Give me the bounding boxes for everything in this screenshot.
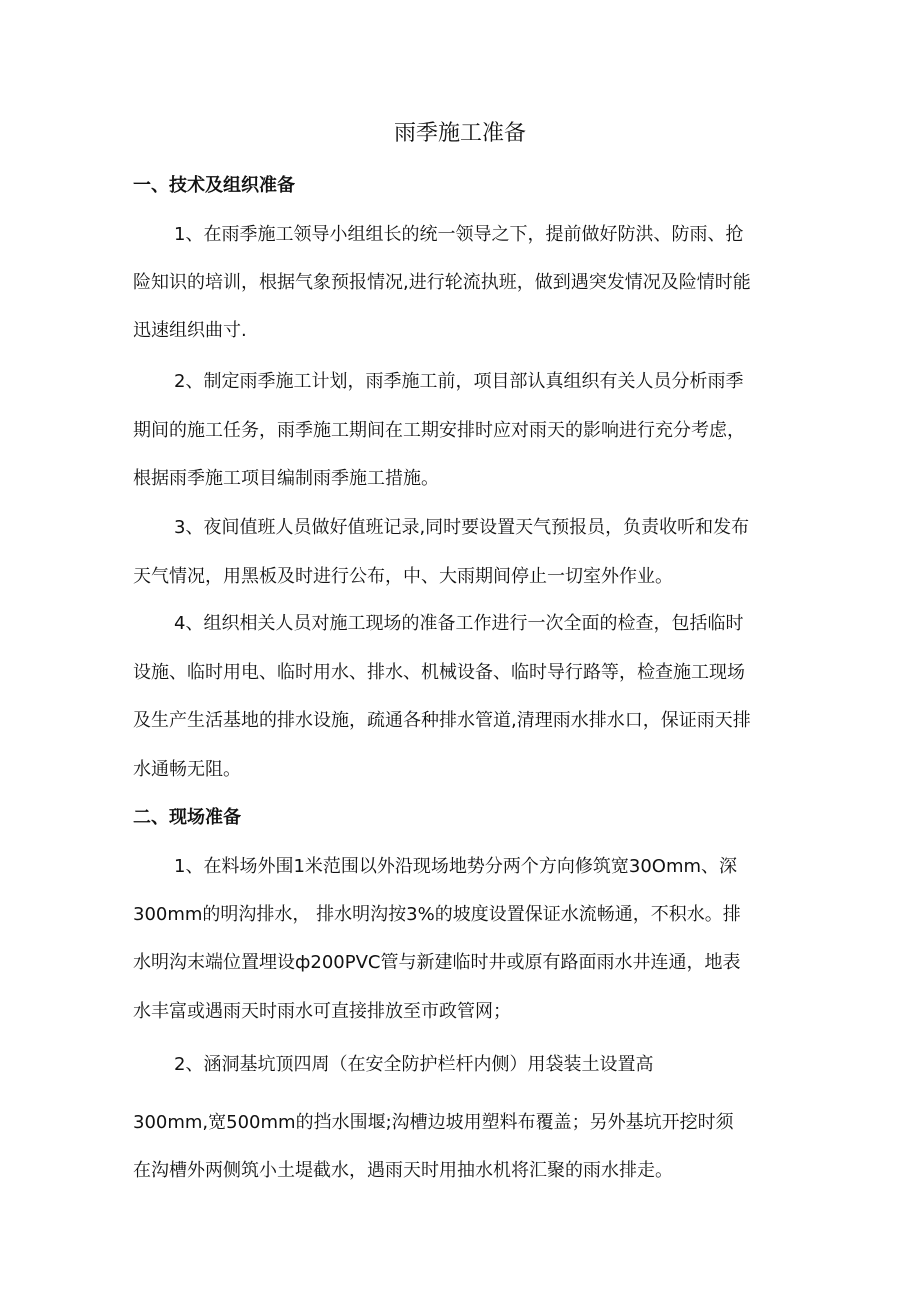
paragraph-line: 3、夜间值班人员做好值班记录,同时要设置天气预报员，负责收听和发布 [174, 517, 750, 538]
section-heading-technical-organization: 一、技术及组织准备 [133, 175, 295, 196]
paragraph-line: 2、制定雨季施工计划，雨季施工前，项目部认真组织有关人员分析雨季 [174, 371, 744, 392]
paragraph-line: 迅速组织曲寸. [133, 320, 247, 341]
paragraph-line: 设施、临时用电、临时用水、排水、机械设备、临时导行路等，检查施工现场 [133, 662, 745, 683]
paragraph-line: 1、在雨季施工领导小组组长的统一领导之下，提前做好防洪、防雨、抢 [174, 224, 744, 245]
paragraph-line: 水通畅无阻。 [133, 759, 241, 780]
paragraph-line: 水明沟末端位置埋设ф200PVC管与新建临时井或原有路面雨水井连通，地表 [133, 952, 741, 973]
paragraph-line: 险知识的培训，根据气象预报情况,进行轮流执班，做到遇突发情况及险情时能 [133, 272, 751, 293]
document-title: 雨季施工准备 [393, 121, 526, 146]
paragraph-line: 根据雨季施工项目编制雨季施工措施。 [133, 468, 439, 489]
paragraph-line: 2、涵洞基坑顶四周（在安全防护栏杆内侧）用袋装土设置高 [174, 1054, 654, 1075]
paragraph-line: 及生产生活基地的排水设施，疏通各种排水管道,清理雨水排水口，保证雨天排 [133, 710, 751, 731]
paragraph-line: 在沟槽外两侧筑小土堤截水，遇雨天时用抽水机将汇聚的雨水排走。 [133, 1160, 673, 1181]
paragraph-line: 300mm的明沟排水， 排水明沟按3%的坡度设置保证水流畅通，不积水。排 [133, 904, 741, 925]
paragraph-line: 水丰富或遇雨天时雨水可直接排放至市政管网； [133, 1001, 511, 1022]
paragraph-line: 期间的施工任务，雨季施工期间在工期安排时应对雨天的影响进行充分考虑， [133, 420, 745, 441]
paragraph-line: 天气情况，用黑板及时进行公布，中、大雨期间停止一切室外作业。 [133, 566, 673, 587]
paragraph-line: 300mm,宽500mm的挡水围堰;沟槽边坡用塑料布覆盖；另外基坑开挖时须 [133, 1112, 734, 1133]
paragraph-line: 4、组织相关人员对施工现场的准备工作进行一次全面的检查，包括临时 [174, 613, 744, 634]
section-heading-site-preparation: 二、现场准备 [133, 807, 241, 828]
paragraph-line: 1、在料场外围1米范围以外沿现场地势分两个方向修筑宽30Omm、深 [174, 856, 738, 877]
